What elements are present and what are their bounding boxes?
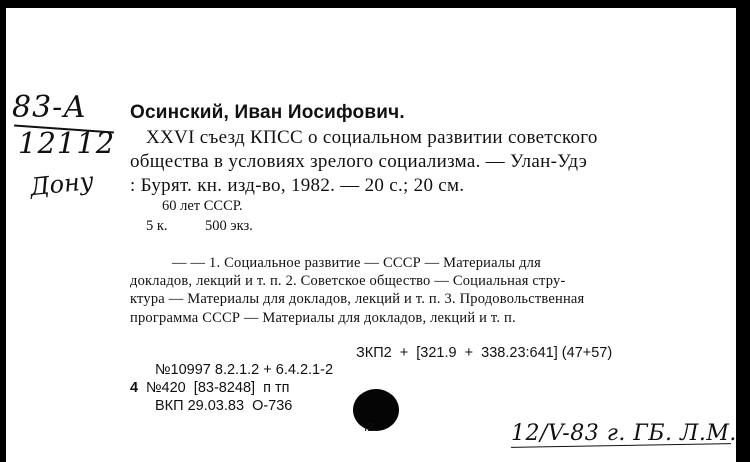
vkp-stamp: ВКП 29.03.83 О-736 [155,398,293,414]
title-line-2: общества в условиях зрелого социализма. — Улан-Удэ [130,151,588,172]
series-note: 60 лет СССР. [162,198,243,214]
punch-hole [353,389,399,431]
classification-index: ЗКП2 + [321.9 + 338.23:641] (47+57) [356,345,613,361]
title-line-1: XXVI съезд КПСС о социальном развитии советского [146,127,598,148]
author-heading: Осинский, Иван Иосифович. [130,102,405,123]
subjects-line-4: программа СССР — Материалы для докладов, лекций и т. п. [130,310,516,326]
handwritten-scribble: Дону [28,166,95,202]
print-run: 500 экз. [205,218,253,234]
copies-count: 5 к. [146,218,168,234]
subjects-line-3: ктура — Материалы для докладов, лекций и т. п. 3. Продовольственная [130,291,585,307]
order-number: №420 [83-8248] п тп [146,380,290,396]
title-line-3: : Бурят. кн. изд-во, 1982. — 20 с.; 20 см. [130,175,465,196]
card-content [6,8,736,462]
catalog-card [6,7,736,462]
reference-number: №10997 8.2.1.2 + 6.4.2.1-2 [155,362,334,378]
handwritten-bottom-note: 12/V-83 г. ГБ. Л.М. [511,421,737,446]
handwritten-code-number: 12112 [18,126,116,160]
subjects-line-1: — — 1. Социальное развитие — СССР — Материалы для [172,255,541,271]
order-prefix: 4 [130,380,139,396]
small-mark: ı2 [364,420,375,434]
subjects-line-2: докладов, лекций и т. п. 2. Советское общество — Социальная стру- [130,273,566,289]
handwritten-code-top: 83-А [12,90,88,125]
